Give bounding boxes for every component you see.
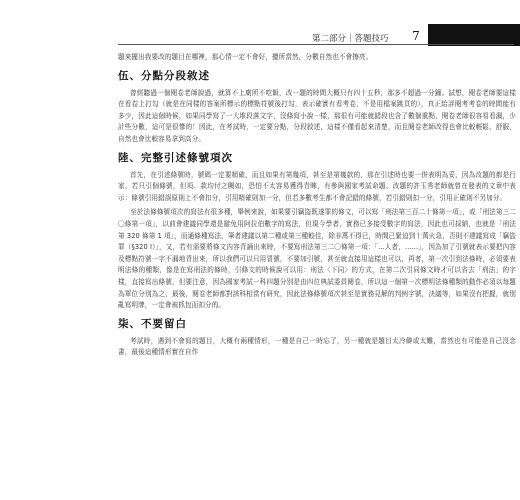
paragraph-6a: 首先，在引述條號時，號碼一定要精確，而且如果有第幾項，甚至是第幾款的，那在引述時也要一併表明為妥，因為改題的都是行家，若只引個條號，但項、款均付之闕如，恐怕不太容易獲得青睞，有參與國家考試命題、改題的許玉秀老師就曾在發表的文章中表示：條號引用錯誤原則上不會扣分，引用精確則加一分，但若多數考生都不會記錯的條號，若引錯則扣一分，引用正確則不另加分。 xyxy=(118,170,516,202)
paragraph-continued: 題來擺出我要改的題目在哪裡，那心情一定不會好，擾所當然，分數自然也不會擦亮。 xyxy=(118,53,373,61)
header-rule xyxy=(118,44,514,45)
paragraph-6b: 至於法條條號項次的寫法有很多種，舉例來說，如果要引竊盜既遂罪的條文，可以寫「刑法第三百二十條第一項」，或「刑法第三二〇條第一項」，以前會建議同學還是避免用阿拉伯數字的寫法，但現今學者，實務已多接受數字的寫法，因此也可採納，也就是「刑法第 320 條第 1 項」，而通條種寫法，筆者建議以第二種或第三種較佳，除非萬不得已，時間已緊迫到十萬火急，否則不建議寫成「竊盜罪（§320 I）」，又，若有需要將條文內容背誦出來時，不要寫刑法第三二〇條第一項：「...人者，......」，因為加了引號就表示要把內容及標點符號一字不漏地背出來，所以我們可以只用冒號，不要加引號，甚至就直接用這樣也可以，再者，第一次引到法條時，必須要表明法條的種類，像是在寫刑法的條時，引條文的時候說可以用：刑法〈下同〉的方式，在第二次引同條文時才可以省去「刑法」的字樣，直接寫出條號，但要注意，因為國家考試一科四題分別是由四位典試委員閱卷，所以這一個第一次標明法條種類的動作必須以每題為單位分別為之，最後，閱卷老師都對該科相當有研究，因此法條條號項次甚至是實務見解的判例字號，決議等，如果沒有把握，就別亂寫明牌，一定會被抓包而扣分的。 xyxy=(118,208,516,310)
page-body xyxy=(118,52,516,362)
chapter-tab xyxy=(428,24,520,46)
section-heading-6: 陸、完整引述條號項次 xyxy=(118,151,233,164)
paragraph-7: 考試時，遇到不會寫的題目，大概有兩種情形，一種是自己一時忘了，另一種就是題目太冷僻或太難，當然也有可能是自己沒念書，最後這種情形實在自作 xyxy=(118,336,516,357)
section-heading-7: 柒、不要留白 xyxy=(118,317,187,330)
section-heading-5: 伍、分點分段敘述 xyxy=(118,69,210,82)
running-section-label: 第二部分｜答題技巧 xyxy=(312,34,389,44)
page-number: 7 xyxy=(412,29,420,43)
paragraph-5: 曾經聽過一個閱卷老師說過，就算不上廁所不吃飯，改一題的時間大概只有四十五秒，那多不超過一分鐘。試想，閱卷老師要這樣在看卷上打勾（就是在同樣的答案所標示的標點符號後打勾，表示確實有看考卷，不是用檔案跳頁的），真正給評閱考考卷的時間能有多少，因此這個時候，如果同學寫了一大堆段落文字，沒條寫小說一樣，那很有可能就錯段也含了數個重點，閱卷老師很容易看漏，少計些分數，這可是很慘的！因此，在考試時，一定要分點，分段敘述，這樣不僅看起來清楚，而且閱卷老師改得也會比較輕鬆，舒服，自然也會比較容易拿到高分。 xyxy=(118,88,516,143)
